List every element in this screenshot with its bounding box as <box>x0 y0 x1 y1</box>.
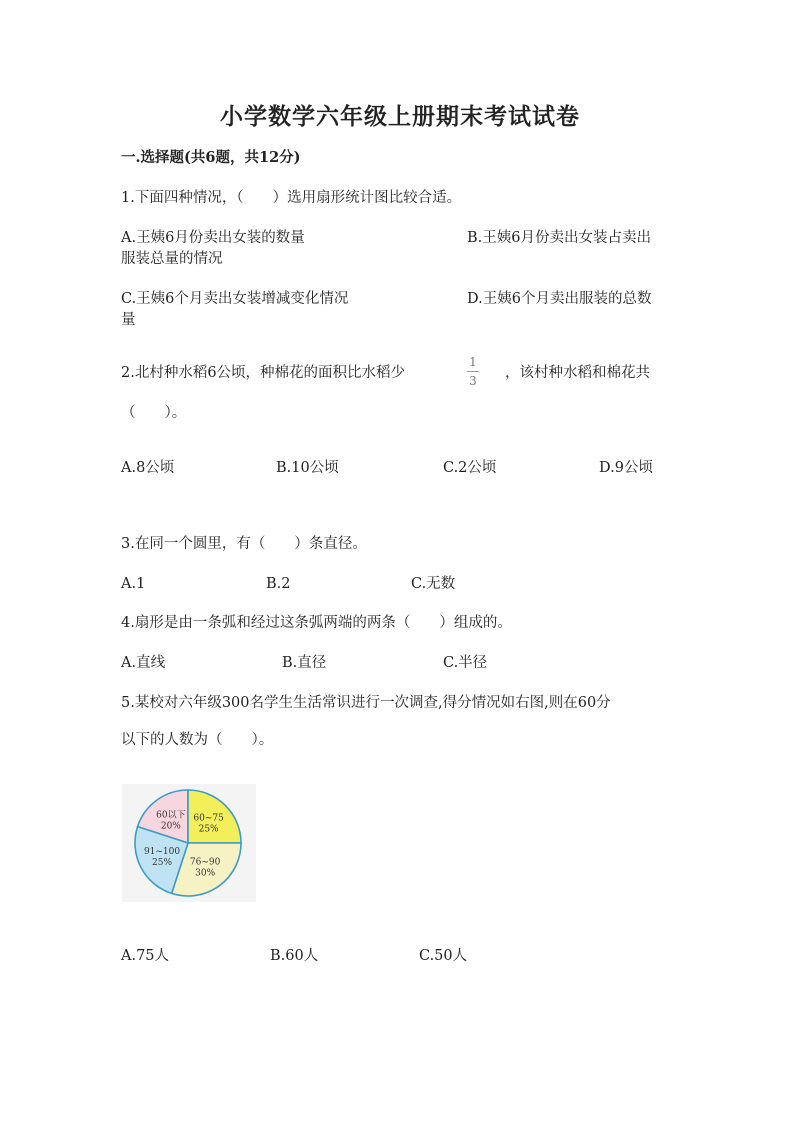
q1-option-a-cont: 服装总量的情况 <box>121 251 223 267</box>
pie-slice-percent: 25% <box>198 824 219 835</box>
q1-stem: 1.下面四种情况，（ ）选用扇形统计图比较合适。 <box>121 190 462 206</box>
q4-option-a: A.直线 <box>121 655 166 671</box>
pie-chart-figure <box>122 784 256 902</box>
q4-option-b: B.直径 <box>282 655 327 671</box>
pie-slice-label: 91~100 <box>143 847 181 858</box>
pie-slice-percent: 30% <box>195 868 216 879</box>
page-title: 小学数学六年级上册期末考试试卷 <box>220 103 580 130</box>
q3-stem: 3.在同一个圆里，有（ ）条直径。 <box>121 536 367 552</box>
q2-stem-part1: 2.北村种水稻6公顷，种棉花的面积比水稻少 <box>121 365 406 381</box>
q2-stem-part2: ，该村种水稻和棉花共 <box>505 365 650 381</box>
q4-option-c: C.半径 <box>443 655 488 671</box>
q2-option-a: A.8公顷 <box>121 460 175 476</box>
q5-option-a: A.75人 <box>121 948 170 964</box>
q4-stem: 4.扇形是由一条弧和经过这条弧两端的两条（ ）组成的。 <box>121 615 512 631</box>
q1-option-d: D.王姨6个月卖出服装的总数 <box>467 291 652 307</box>
q5-option-b: B.60人 <box>270 948 319 964</box>
q3-option-a: A.1 <box>121 576 146 592</box>
pie-slice-label: 60~75 <box>193 813 224 824</box>
q2-option-d: D.9公顷 <box>599 460 653 476</box>
section-heading: 一.选择题(共6题，共12分) <box>121 149 301 166</box>
q1-option-b: B.王姨6月份卖出女装占卖出 <box>467 230 651 246</box>
pie-slice-label: 76~90 <box>189 857 221 868</box>
fraction-bar <box>467 371 479 372</box>
pie-slice-percent: 20% <box>160 821 181 832</box>
pie-chart <box>122 784 256 902</box>
q5-option-c: C.50人 <box>419 948 468 964</box>
q1-option-a: A.王姨6月份卖出女装的数量 <box>121 230 305 246</box>
q1-option-c-cont: 量 <box>121 312 136 328</box>
q3-option-b: B.2 <box>266 576 291 592</box>
fraction-denominator: 3 <box>469 374 477 388</box>
fraction-numerator: 1 <box>469 355 477 369</box>
pie-slice-label: 60以下 <box>156 810 186 821</box>
q5-stem-line2: 以下的人数为（ ）。 <box>121 732 274 748</box>
q1-option-c: C.王姨6个月卖出女装增减变化情况 <box>121 291 349 307</box>
q2-option-b: B.10公顷 <box>276 460 339 476</box>
q5-stem-line1: 5.某校对六年级300名学生生活常识进行一次调查,得分情况如右图,则在60分 <box>121 695 611 711</box>
q2-option-c: C.2公顷 <box>443 460 497 476</box>
q2-stem-line2: （ ）。 <box>121 405 187 421</box>
fraction-one-third <box>465 354 481 389</box>
q3-option-c: C.无数 <box>411 576 456 592</box>
pie-slice-percent: 25% <box>152 858 173 869</box>
